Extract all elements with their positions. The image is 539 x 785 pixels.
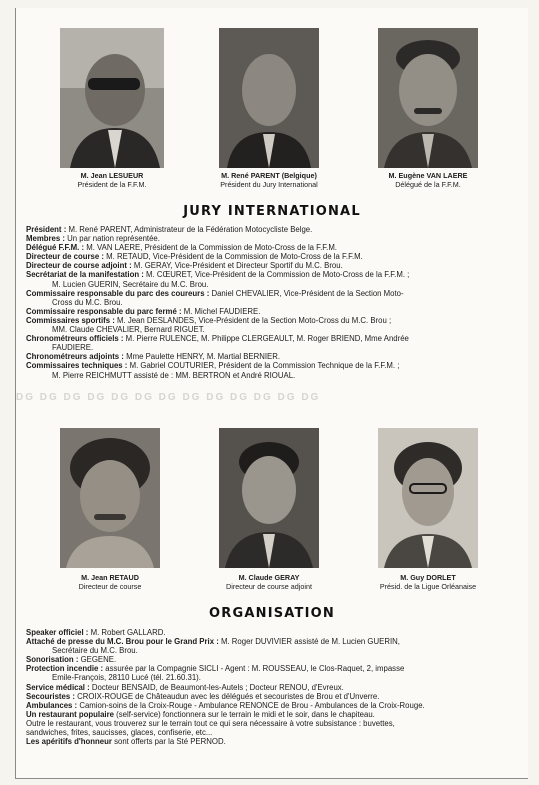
- entry-text: (self-service) fonctionnera sur le terrain le midi et le soir, dans le chapiteau.: [116, 709, 375, 719]
- caption-role: Directeur de course: [78, 581, 142, 591]
- jury-entry-directeur-adjoint: [26, 261, 520, 270]
- caption-role: Délégué de la F.F.M.: [395, 179, 461, 189]
- entry-text: Un par nation représentée.: [67, 234, 160, 244]
- caption-claude-geray: [194, 574, 344, 591]
- jury-entry-membres: [26, 234, 520, 243]
- jury-entry-chronometreurs-adjoints: [26, 352, 520, 361]
- jury-entry-parc-coureurs: [26, 289, 520, 298]
- org-entry-attache-presse-cont: Secrétaire du M.C. Brou.: [52, 646, 138, 656]
- jury-entry-chronometreurs: [26, 334, 520, 343]
- jury-entry-parc-ferme: [26, 307, 520, 316]
- caption-role: Président de la F.F.M.: [77, 179, 147, 189]
- entry-text: CROIX-ROUGE de Châteaudun avec les délégués et secouristes de Brou et d'Unverre.: [77, 691, 380, 701]
- entry-label: Attaché de presse du M.C. Brou pour le Grand Prix :: [26, 637, 219, 647]
- jury-entry-secretariat: [26, 270, 520, 279]
- entry-text: M. CŒURET, Vice-Président de la Commission de Moto-Cross de la F.F.M. ;: [146, 270, 410, 280]
- entry-label: Président :: [26, 225, 67, 234]
- caption-name: M. René PARENT (Belgique): [221, 171, 317, 180]
- photo-eugene-van-laere: [378, 28, 478, 168]
- photo-jean-retaud: [60, 428, 160, 568]
- jury-entry-chronometreurs-cont: FAUDIERE.: [52, 343, 94, 353]
- entry-label: Protection incendie :: [26, 664, 104, 674]
- entry-label: Directeur de course adjoint :: [26, 261, 132, 271]
- entry-label: Secrétariat de la manifestation :: [26, 270, 144, 280]
- org-entry-restaurant-line-2: sandwiches, frites, saucisses, glaces, confiserie, etc...: [26, 728, 213, 738]
- portrait-image: [60, 28, 164, 168]
- caption-name: M. Jean LESUEUR: [80, 171, 144, 180]
- photo-rene-parent: [219, 28, 319, 168]
- entry-text: M. RETAUD, Vice-Président de la Commission de Moto-Cross de la F.F.M.: [106, 252, 363, 262]
- portrait-image: [378, 428, 478, 568]
- entry-label: Chronométreurs officiels :: [26, 334, 124, 344]
- photo-claude-geray: [219, 428, 319, 568]
- entry-text: GEGENE.: [80, 655, 117, 665]
- jury-entry-delegue: [26, 243, 520, 252]
- entry-text: M. Michel FAUDIERE.: [183, 306, 261, 316]
- jury-entry-secretariat-cont: M. Lucien GUERIN, Secrétaire du M.C. Brou.: [52, 279, 209, 289]
- entry-label: Service médical :: [26, 682, 90, 692]
- entry-text: M. Pierre RULENCE, M. Philippe CLERGEAULT, M. Roger BRIEND, Mme Andrée: [125, 334, 409, 344]
- org-entry-ambulances: [26, 701, 520, 710]
- portrait-image: [60, 428, 160, 568]
- organisation-list: [26, 628, 520, 746]
- entry-text: M. René PARENT, Administrateur de la Fédération Motocycliste Belge.: [68, 225, 313, 234]
- organisation-heading: ORGANISATION: [209, 606, 335, 621]
- org-entry-aperitifs: [26, 737, 520, 746]
- caption-rene-parent: [194, 172, 344, 189]
- caption-name: M. Eugène VAN LAERE: [388, 171, 468, 180]
- entry-label: Ambulances :: [26, 700, 78, 710]
- entry-text: M. Gabriel COUTURIER, Président de la Commission Technique de la F.F.M. ;: [129, 361, 400, 371]
- org-entry-speaker: [26, 628, 520, 637]
- entry-label: Délégué F.F.M. :: [26, 243, 85, 253]
- entry-text: M. Roger DUVIVIER assisté de M. Lucien GUERIN,: [220, 637, 400, 647]
- caption-guy-dorlet: [358, 574, 498, 591]
- jury-entry-directeur: [26, 252, 520, 261]
- org-entry-attache-presse: [26, 637, 520, 646]
- caption-jean-lesueur: [50, 172, 174, 189]
- org-entry-service-medical: [26, 683, 520, 692]
- entry-label: Un restaurant populaire: [26, 709, 114, 719]
- entry-text: Daniel CHEVALIER, Vice-Président de la Section Moto-: [211, 288, 404, 298]
- jury-entry-parc-coureurs-cont: Cross du M.C. Brou.: [52, 297, 123, 307]
- entry-text: Docteur BENSAID, de Beaumont-les-Autels ; Docteur RENOU, d'Evreux.: [91, 682, 344, 692]
- entry-label: Commissaire responsable du parc des coureurs :: [26, 288, 210, 298]
- portrait-image: [219, 428, 319, 568]
- entry-text: M. Jean DESLANDES, Vice-Président de la Section Moto-Cross du M.C. Brou ;: [117, 315, 392, 325]
- photo-guy-dorlet: [378, 428, 478, 568]
- org-entry-protection-incendie: [26, 664, 520, 673]
- jury-list: [26, 225, 520, 380]
- entry-text: M. Robert GALLARD.: [90, 628, 166, 637]
- caption-name: M. Claude GERAY: [238, 573, 300, 582]
- jury-entry-president: [26, 225, 520, 234]
- jury-entry-commissaires-sportifs-cont: MM. Claude CHEVALIER, Bernard RIGUET.: [52, 325, 205, 335]
- entry-label: Chronométreurs adjoints :: [26, 352, 124, 362]
- entry-text: Camion-soins de la Croix-Rouge - Ambulance RENONCE de Brou - Ambulances de la Croix-Rouge.: [79, 700, 425, 710]
- caption-eugene-van-laere: [358, 172, 498, 189]
- program-page: [15, 8, 528, 779]
- org-entry-secouristes: [26, 692, 520, 701]
- entry-label: Directeur de course :: [26, 252, 104, 262]
- caption-role: Présid. de la Ligue Orléanaise: [379, 581, 477, 591]
- caption-jean-retaud: [50, 574, 170, 591]
- caption-role: Président du Jury International: [220, 179, 318, 189]
- entry-label: Speaker officiel :: [26, 628, 89, 637]
- entry-text: sont offerts par la Sté PERNOD.: [114, 737, 226, 747]
- org-entry-sonorisation: [26, 655, 520, 664]
- jury-entry-commissaires-techniques-cont: M. Pierre REICHMUTT assisté de : MM. BERTRON et André RIOUAL.: [52, 370, 296, 380]
- entry-text: M. GERAY, Vice-Président et Directeur Sportif du M.C. Brou.: [133, 261, 343, 271]
- org-entry-protection-incendie-cont: Emile-François, 28110 Lucé (tél. 21.60.31).: [52, 673, 201, 683]
- entry-text: assurée par la Compagnie SICLI - Agent : M. ROUSSEAU, le Clos-Raquet, 2, impasse: [105, 664, 405, 674]
- entry-label: Secouristes :: [26, 691, 75, 701]
- entry-text: M. VAN LAERE, Président de la Commission de Moto-Cross de la F.F.M.: [86, 243, 337, 253]
- entry-label: Les apéritifs d'honneur: [26, 737, 112, 747]
- caption-name: M. Guy DORLET: [400, 573, 456, 582]
- caption-role: Directeur de course adjoint: [226, 581, 312, 591]
- entry-label: Commissaires techniques :: [26, 361, 128, 371]
- photo-jean-lesueur: [60, 28, 164, 168]
- entry-label: Membres :: [26, 234, 65, 244]
- portrait-image: [378, 28, 478, 168]
- org-entry-restaurant: [26, 710, 520, 719]
- entry-label: Commissaire responsable du parc fermé :: [26, 306, 182, 316]
- watermark-dg: DG DG DG DG DG DG DG DG DG DG DG DG DG: [16, 392, 321, 403]
- caption-name: M. Jean RETAUD: [81, 573, 139, 582]
- jury-entry-commissaires-techniques: [26, 361, 520, 370]
- jury-entry-commissaires-sportifs: [26, 316, 520, 325]
- entry-label: Sonorisation :: [26, 655, 79, 665]
- jury-heading: JURY INTERNATIONAL: [183, 204, 361, 219]
- entry-label: Commissaires sportifs :: [26, 315, 115, 325]
- portrait-image: [219, 28, 319, 168]
- entry-text: Mme Paulette HENRY, M. Martial BERNIER.: [126, 352, 281, 362]
- org-entry-restaurant-line-1: Outre le restaurant, vous trouverez sur le terrain tout ce qui sera nécessaire à votre subsistance : buvettes,: [26, 718, 395, 728]
